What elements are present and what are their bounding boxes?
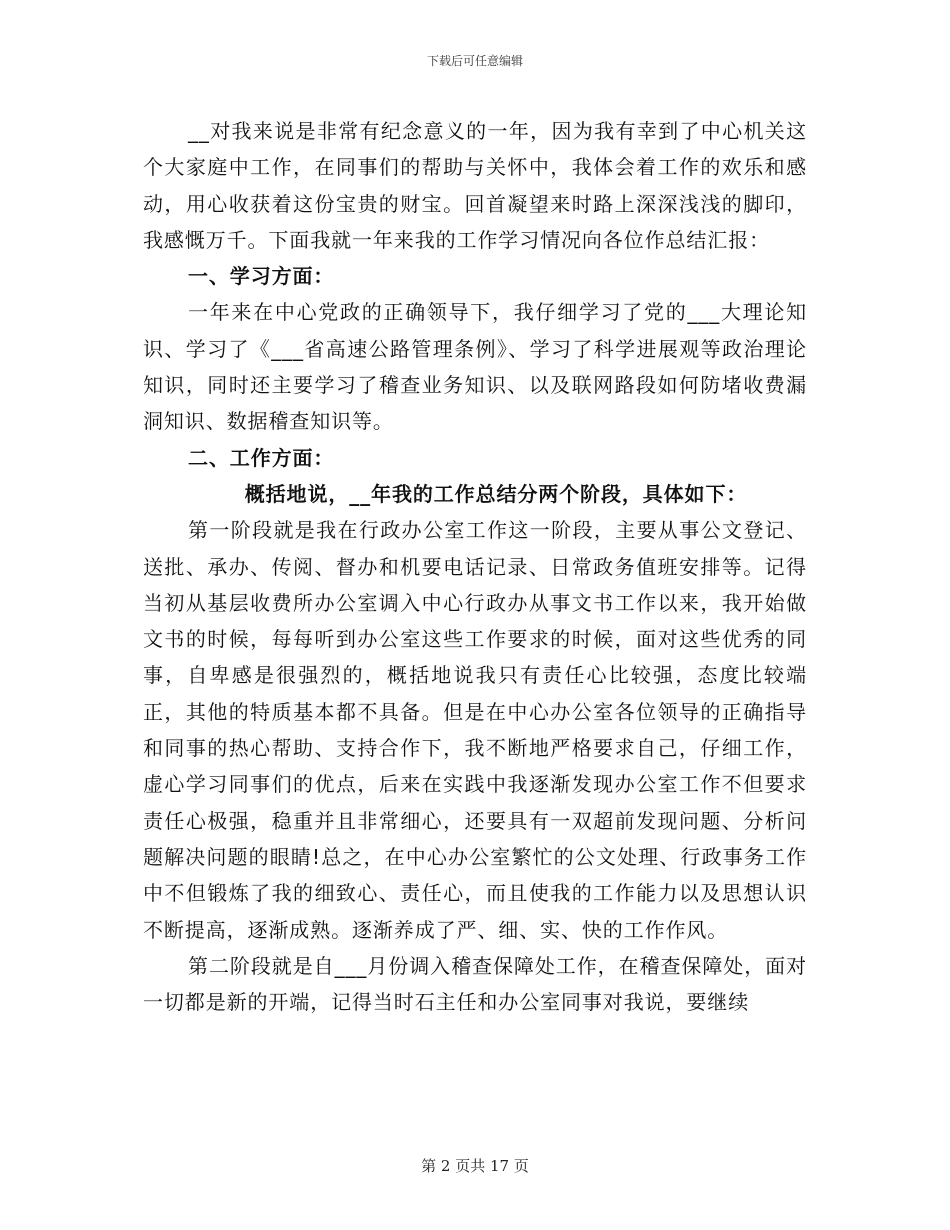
paragraph-study: 一年来在中心党政的正确领导下，我仔细学习了党的___大理论知识、学习了《___省高速公路管理条例》、学习了科学进展观等政治理论知识，同时还主要学习了稽查业务知识、以及联网路段如何防堵收费漏洞知识、数据稽查知识等。 [143,300,807,434]
paragraph-stage-two: 第二阶段就是自___月份调入稽查保障处工作，在稽查保障处，面对一切都是新的开端，记得当时石主任和办公室同事对我说，要继续 [143,953,807,1015]
page-footer: 第 2 页共 17 页 [421,1157,529,1175]
heading-work: 二、工作方面： [188,445,335,470]
paragraph-intro: __对我来说是非常有纪念意义的一年，因为我有幸到了中心机关这个大家庭中工作，在同事们的帮助与关怀中，我体会着工作的欢乐和感动，用心收获着这份宝贵的财宝。回首凝望来时路上深深浅浅的脚印，我感慨万千。下面我就一年来我的工作学习情况向各位作总结汇报： [143,119,807,252]
heading-study: 一、学习方面： [188,264,335,289]
document-body [143,113,807,1020]
paragraph-stage-one: 第一阶段就是我在行政办公室工作这一阶段，主要从事公文登记、送批、承办、传阅、督办和机要电话记录、日常政务值班安排等。记得当初从基层收费所办公室调入中心行政办从事文书工作以来，我开始做文书的时候，每每听到办公室这些工作要求的时候，面对这些优秀的同事，自卑感是很强烈的，概括地说我只有责任心比较强，态度比较端正，其他的特质基本都不具备。但是在中心办公室各位领导的正确指导和同事的热心帮助、支持合作下，我不断地严格要求自己，仔细工作，虚心学习同事们的优点，后来在实践中我逐渐发现办公室工作不但要求责任心极强，稳重并且非常细心，还要具有一双超前发现问题、分析问题解决问题的眼睛!总之，在中心办公室繁忙的公文处理、行政事务工作中不但锻炼了我的细致心、责任心，而且使我的工作能力以及思想认识不断提高，逐渐成熟。逐渐养成了严、细、实、快的工作作风。 [143,518,807,942]
heading-summary: 概括地说，__年我的工作总结分两个阶段，具体如下： [244,481,748,506]
page-header: 下载后可任意编辑 [426,54,523,68]
